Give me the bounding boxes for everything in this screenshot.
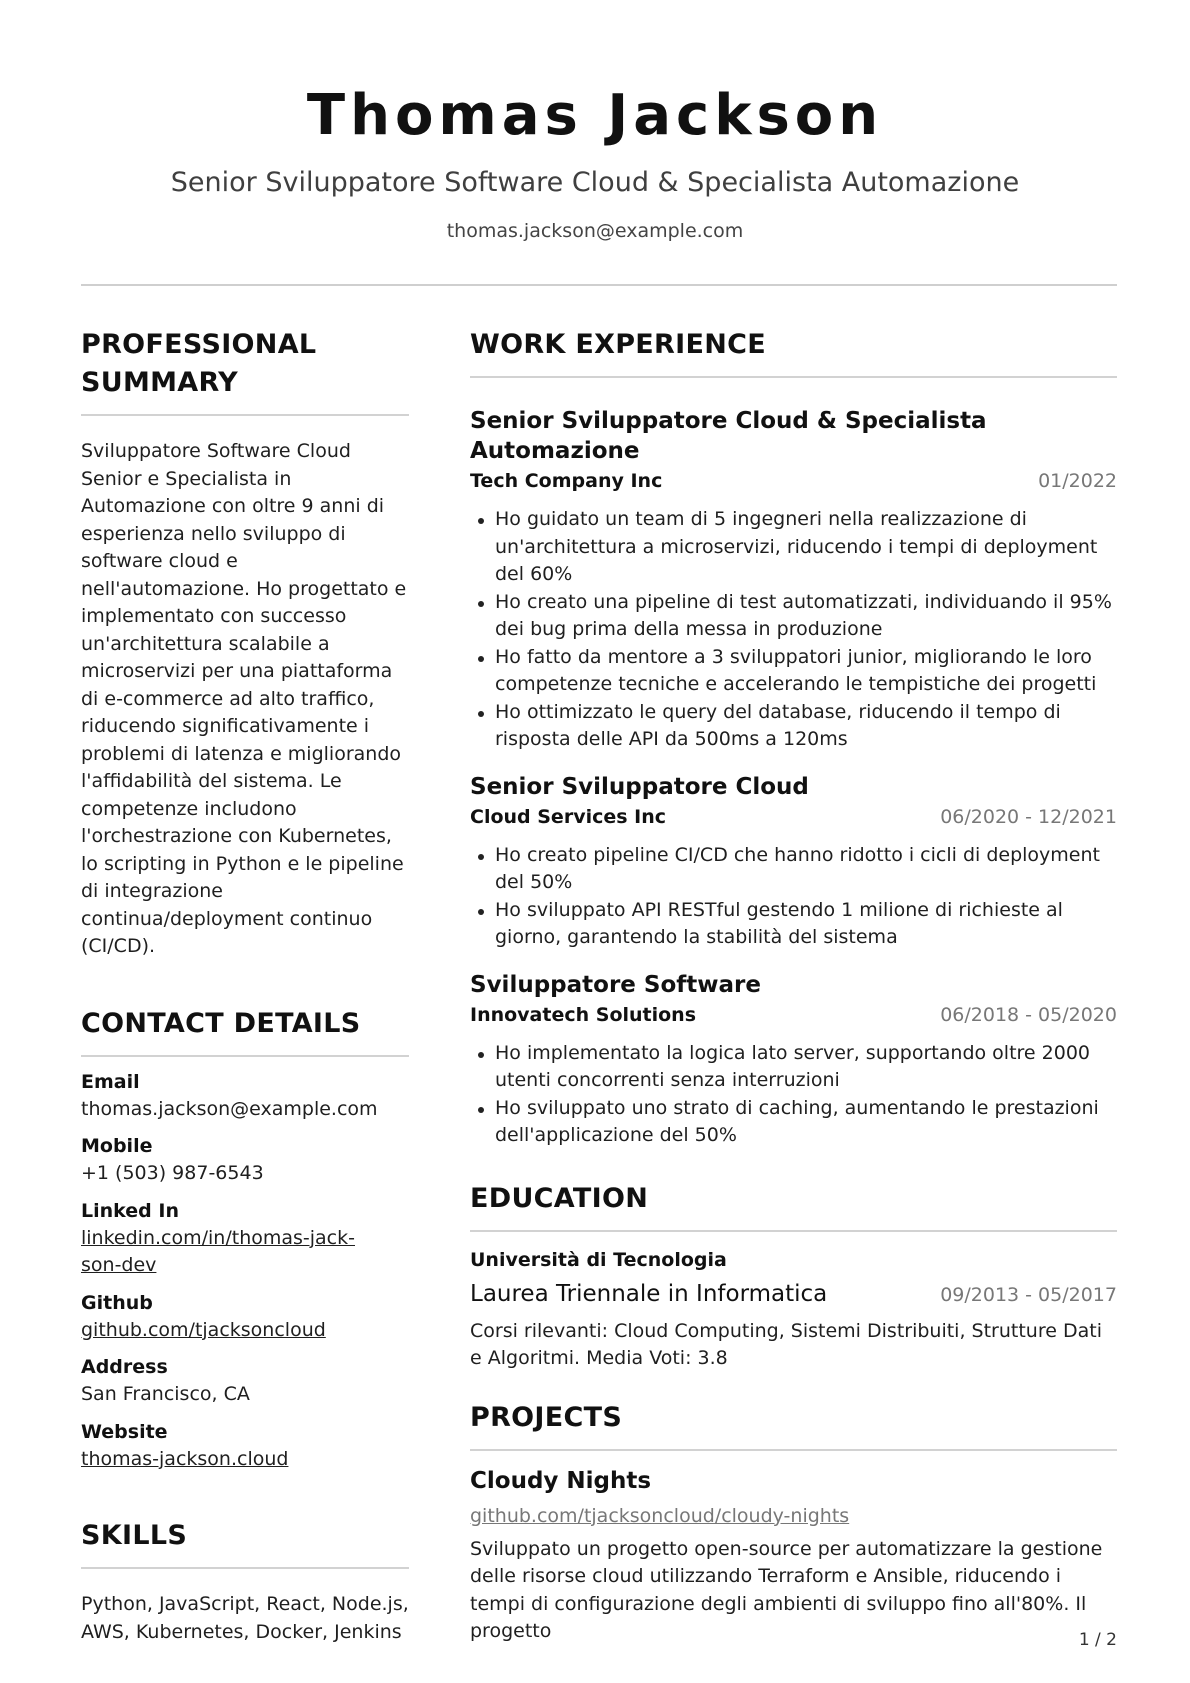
job-bullet: Ho sviluppato uno strato di caching, aumentando le prestazioni dell'applicazione del 50% bbox=[470, 1095, 1117, 1150]
job-meta bbox=[470, 466, 1117, 496]
job-meta bbox=[470, 1000, 1117, 1030]
linkedin-label: Linked In bbox=[81, 1199, 179, 1222]
project-entry bbox=[470, 1465, 1117, 1646]
resume-header bbox=[0, 80, 1190, 244]
summary-text: Sviluppatore Software Cloud Senior e Specialista in Automazione con oltre 9 anni di esperienza nello sviluppo di software cloud e nell'automazione. Ho progettato e implementato con successo un'architettura scalabile a microservizi per una piattaforma di e-commerce ad alto traffico, riducendo significativamente i problemi di latenza e migliorando l'affidabilità del sistema. Le competenze includono l'orchestrazione con Kubernetes, lo scripting in Python e le pipeline di integrazione continua/deployment continuo (CI/CD). bbox=[81, 440, 407, 957]
job-dates: 06/2018 - 05/2020 bbox=[940, 1003, 1117, 1026]
project-description: Sviluppato un progetto open-source per automatizzare la gestione delle risorse cloud utilizzando Terraform e Ansible, riducendo i tempi di configurazione degli ambienti di sviluppo fino all'80%. Il progetto bbox=[470, 1537, 1103, 1642]
education-entry bbox=[470, 1246, 1117, 1373]
project-title: Cloudy Nights bbox=[470, 1467, 652, 1494]
education-dates: 09/2013 - 05/2017 bbox=[940, 1283, 1117, 1306]
job-entry bbox=[470, 406, 1117, 754]
projects-heading: PROJECTS bbox=[470, 1401, 623, 1433]
job-entry bbox=[470, 970, 1117, 1150]
section-divider bbox=[470, 1449, 1117, 1451]
mobile-label: Mobile bbox=[81, 1135, 153, 1157]
school-name: Università di Tecnologia bbox=[470, 1248, 727, 1271]
skills-text: Python, JavaScript, React, Node.js, AWS, Kubernetes, Docker, Jenkins bbox=[81, 1593, 409, 1643]
address-value: San Francisco, CA bbox=[81, 1383, 250, 1405]
left-column bbox=[81, 326, 409, 1646]
education-heading: EDUCATION bbox=[470, 1182, 649, 1214]
skills-heading: SKILLS bbox=[81, 1520, 188, 1551]
job-dates: 01/2022 bbox=[1038, 470, 1117, 492]
github-link[interactable]: github.com/tjacksoncloud bbox=[81, 1318, 326, 1341]
skills-section bbox=[81, 1517, 409, 1646]
contact-section bbox=[81, 1005, 409, 1474]
job-bullet: Ho sviluppato API RESTful gestendo 1 milione di richieste al giorno, garantendo la stabilità del sistema bbox=[470, 897, 1117, 952]
header-divider bbox=[81, 284, 1117, 286]
section-divider bbox=[470, 1230, 1117, 1232]
header-email: thomas.jackson@example.com bbox=[446, 220, 744, 242]
projects-section bbox=[470, 1399, 1117, 1646]
job-bullets bbox=[470, 506, 1117, 754]
job-bullet: Ho creato una pipeline di test automatizzati, individuando il 95% dei bug prima della messa in produzione bbox=[470, 589, 1117, 644]
job-dates: 06/2020 - 12/2021 bbox=[940, 805, 1117, 828]
website-label: Website bbox=[81, 1420, 168, 1443]
section-divider bbox=[81, 1567, 409, 1569]
education-notes: Corsi rilevanti: Cloud Computing, Sistemi Distribuiti, Strutture Dati e Algoritmi. Media Voti: 3.8 bbox=[470, 1319, 1102, 1369]
section-divider bbox=[81, 414, 409, 416]
candidate-tagline: Senior Sviluppatore Software Cloud & Specialista Automazione bbox=[170, 167, 1020, 198]
right-column bbox=[470, 326, 1117, 1646]
job-meta bbox=[470, 802, 1117, 832]
email-value: thomas.jackson@example.com bbox=[81, 1097, 378, 1120]
address-label: Address bbox=[81, 1356, 168, 1378]
education-row bbox=[470, 1278, 1117, 1310]
contact-list bbox=[81, 1069, 409, 1474]
job-bullets bbox=[470, 842, 1117, 952]
summary-heading: PROFESSIONAL SUMMARY bbox=[81, 329, 317, 398]
project-link[interactable]: github.com/tjacksoncloud/cloudy-nights bbox=[470, 1504, 850, 1527]
github-label: Github bbox=[81, 1291, 153, 1314]
company-name: Cloud Services Inc bbox=[470, 805, 667, 828]
job-title: Senior Sviluppatore Cloud bbox=[470, 773, 809, 800]
job-title: Sviluppatore Software bbox=[470, 971, 761, 998]
work-section bbox=[470, 326, 1117, 1150]
page-number: 1 / 2 bbox=[1078, 1630, 1117, 1650]
email-label: Email bbox=[81, 1070, 140, 1093]
mobile-value: +1 (503) 987-6543 bbox=[81, 1162, 264, 1184]
job-title: Senior Sviluppatore Cloud & Specialista Automazione bbox=[470, 408, 987, 464]
section-divider bbox=[470, 376, 1117, 378]
company-name: Innovatech Solutions bbox=[470, 1003, 697, 1026]
job-bullet: Ho creato pipeline CI/CD che hanno ridotto i cicli di deployment del 50% bbox=[470, 842, 1117, 897]
job-bullet: Ho ottimizzato le query del database, riducendo il tempo di risposta delle API da 500ms a 120ms bbox=[470, 699, 1117, 754]
job-bullet: Ho guidato un team di 5 ingegneri nella realizzazione di un'architettura a microservizi, riducendo i tempi di deployment del 60% bbox=[470, 506, 1117, 589]
company-name: Tech Company Inc bbox=[470, 470, 663, 492]
work-heading: WORK EXPERIENCE bbox=[470, 329, 766, 360]
job-bullet: Ho implementato la logica lato server, supportando oltre 2000 utenti concorrenti senza interruzioni bbox=[470, 1040, 1117, 1095]
contact-heading: CONTACT DETAILS bbox=[81, 1007, 361, 1039]
linkedin-link[interactable]: linkedin.com/in/thomas-jack-son-dev bbox=[81, 1226, 355, 1276]
website-link[interactable]: thomas-jackson.cloud bbox=[81, 1447, 289, 1470]
job-entry bbox=[470, 772, 1117, 952]
section-divider bbox=[81, 1055, 409, 1057]
job-bullets bbox=[470, 1040, 1117, 1150]
degree-name: Laurea Triennale in Informatica bbox=[470, 1280, 828, 1307]
education-section bbox=[470, 1180, 1117, 1373]
job-bullet: Ho fatto da mentore a 3 sviluppatori junior, migliorando le loro competenze tecniche e accelerando le tempistiche dei progetti bbox=[470, 644, 1117, 699]
summary-section bbox=[81, 326, 409, 961]
candidate-name: Thomas Jackson bbox=[306, 83, 884, 148]
